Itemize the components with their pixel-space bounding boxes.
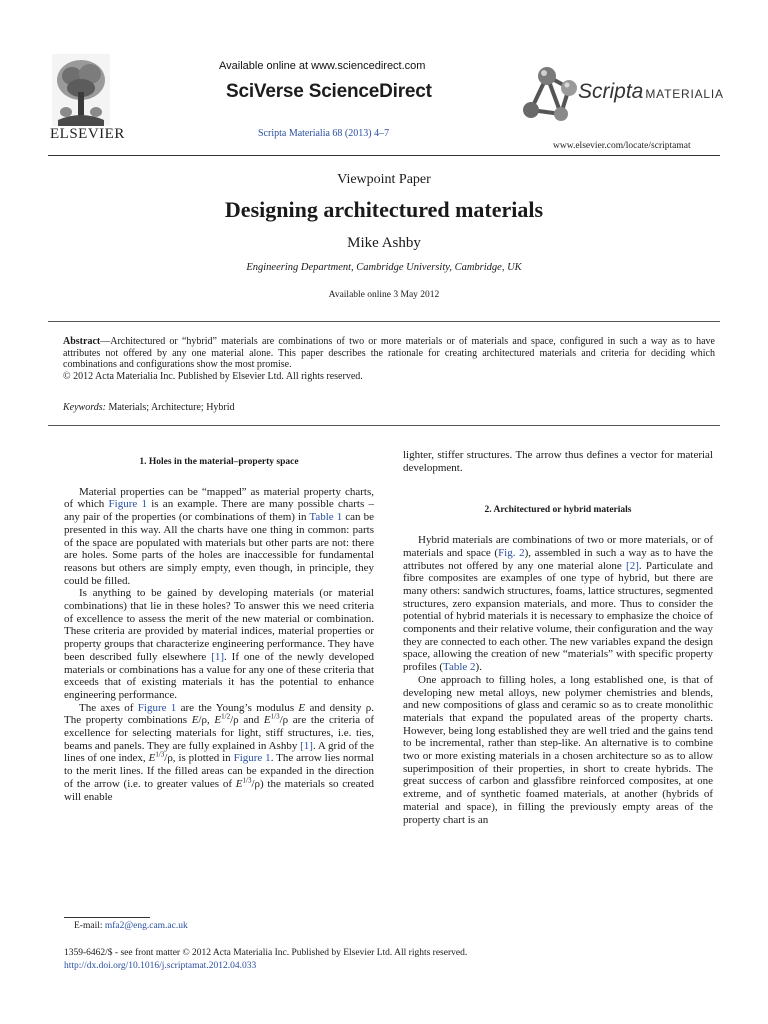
sciverse-brand[interactable]: SciVerse ScienceDirect — [226, 81, 432, 102]
materialia-word: MATERIALIA — [645, 87, 724, 101]
figure-2-link[interactable]: Fig. 2 — [498, 546, 525, 559]
reference-1-link[interactable]: [1] — [300, 739, 313, 752]
paragraph: One approach to filling holes, a long established one, is that of developing new metal alloys, new polymer chemistries and blends, and new compositions of glass and ceramic so as to create monolithic materials that expand the populated areas of the property charts. However, being long established they are well tried and the gains tend to be incremental, rather than step-like. An alternative is to combine two or more existing materials in a chosen architecture so as to allow superimposition of their properties, in short to create hybrids. The great success of carbon and glassfibre reinforced composites, at one extreme, and of synthetic foamed materials, at another (hybrids of material and space), in filling the previously empty areas of the property chart is an — [403, 673, 713, 826]
title-rule — [48, 321, 720, 322]
paragraph: The axes of Figure 1 are the Young’s modulus E and density ρ. The property combinations E/ρ, $E^{1/2}/\rho$ and $E^{1/3}/\rho$ are the criteria of excellence for selecting materials for light, stiff structures, i.e. ties, beams and panels. They are fully explained in Ashby [1]. A grid of the lines of one index, $E^{1/3}/\rho$, is plotted in Figure 1. The arrow lies normal to the merit lines. If the filled areas can be expanded in the direction of the arrow (i.e. to greater values of $E^{1/3}/\rho$) the materials so created will enable — [64, 701, 375, 803]
paper-title: Designing architectured materials — [224, 197, 544, 222]
issn-copyright-line: 1359-6462/$ - see front matter © 2012 Acta Materialia Inc. Published by Elsevier Ltd. All rights reserved. — [64, 948, 468, 958]
table-1-link[interactable]: Table 1 — [309, 511, 343, 524]
scripta-materialia-wordmark — [578, 80, 724, 104]
reference-1-link[interactable]: [1] — [211, 650, 225, 663]
table-2-link[interactable]: Table 2 — [443, 661, 476, 674]
section-heading-1: 1. Holes in the material–property space — [139, 457, 299, 467]
journal-citation-link[interactable]: Scripta Materialia 68 (2013) 4–7 — [258, 128, 390, 139]
paragraph: lighter, stiffer structures. The arrow thus defines a vector for material development. — [403, 449, 713, 474]
available-online-date: Available online 3 May 2012 — [328, 290, 440, 300]
doi-link[interactable]: http://dx.doi.org/10.1016/j.scriptamat.2012.04.033 — [64, 961, 257, 971]
reference-2-link[interactable]: [2] — [626, 559, 639, 572]
left-column — [64, 449, 374, 803]
keywords-text: Materials; Architecture; Hybrid — [108, 402, 235, 413]
author-name: Mike Ashby — [347, 235, 421, 251]
journal-header — [0, 0, 768, 160]
keywords-label: Keywords: — [63, 402, 106, 413]
section-heading-2: 2. Architectured or hybrid materials — [484, 505, 632, 516]
footnote-rule — [64, 917, 150, 918]
abstract-text: —Architectured or “hybrid” materials are combinations of two or more materials or of materials and space, configured in such a way as to have attributes not offered by any one material alone. This paper describes the rationale for creating architectured materials and criteria for deciding which combinations and configurations show the most promise. — [63, 336, 715, 371]
figure-1-link[interactable]: Figure 1 — [233, 752, 271, 765]
figure-1-link[interactable]: Figure 1 — [137, 701, 177, 714]
keywords — [63, 402, 715, 413]
keywords-rule — [48, 425, 720, 426]
elsevier-wordmark: ELSEVIER — [50, 126, 125, 142]
paragraph: Hybrid materials are combinations of two or more materials, or of materials and space (Fig. 2), assembled in such a way as to have the attributes not offered by any one material alone [2]. Particulate and fibre composites are examples of one type of hybrid, but there are many others: sandwich structures, foams, lattice structures, segmented structures, zero expansion materials, and more. Thus to consider the potential of hybrid materials it is necessary to emphasize the choice of components and their relative volume, their configuration and the way they are connected to each other. The new variables expand the design space, allowing the creation of new “materials” with specific property profiles (Table 2). — [403, 534, 713, 674]
abstract — [63, 336, 715, 382]
available-online-notice: Available online at www.sciencedirect.com — [219, 60, 426, 72]
abstract-label: Abstract — [63, 336, 101, 347]
author-email-footnote — [74, 921, 188, 931]
author-affiliation: Engineering Department, Cambridge University, Cambridge, UK — [246, 262, 522, 273]
scripta-word: Scripta — [578, 80, 644, 103]
right-column — [403, 449, 713, 826]
email-label: E-mail: — [74, 921, 105, 931]
paragraph: Is anything to be gained by developing materials (or material combinations) that lie in these holes? To answer this we need criteria of excellence to assess the merit of the new material or combination. These criteria are provided by material indices, material properties or property groups that characterize engineering performance. They have been described fully elsewhere [1]. If one of the newly developed materials or combinations has a value for any one of these criteria that exceeds that of existing materials it has the potential to enhance engineering performance. — [64, 587, 374, 701]
paragraph: Material properties can be “mapped” as material property charts, of which Figure 1 is an example. There are many possible charts – any pair of the properties (or combinations of them) in Table 1 can be presented in this way. All the charts have one thing in common: parts of the space are populated with materials but other parts are not: there are holes. Some parts of the holes are inaccessible for fundamental reasons but others are simply empty, even though, in principle, they could be filled. — [64, 485, 374, 587]
journal-url-link[interactable]: www.elsevier.com/locate/scriptamat — [553, 141, 691, 151]
elsevier-tree-logo-icon — [52, 54, 110, 126]
abstract-copyright: © 2012 Acta Materialia Inc. Published by Elsevier Ltd. All rights reserved. — [63, 370, 363, 382]
author-email-link[interactable]: mfa2@eng.cam.ac.uk — [104, 921, 188, 931]
header-rule — [48, 155, 720, 156]
figure-1-link[interactable]: Figure 1 — [108, 498, 147, 511]
paper-type: Viewpoint Paper — [337, 172, 431, 187]
